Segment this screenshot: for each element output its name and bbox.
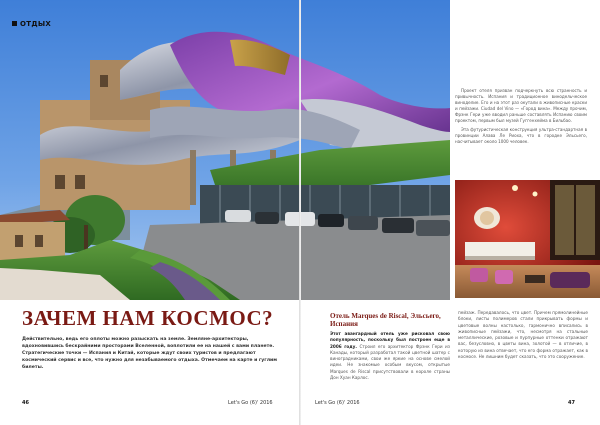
issue-number: (6)' 2016 — [249, 400, 273, 406]
hotel-subheading: Отель Marques de Riscal, Эльсьего, Испания — [330, 312, 441, 328]
article-headline: ЗАЧЕМ НАМ КОСМОС? — [22, 306, 274, 330]
interior-illustration — [455, 180, 600, 298]
page-number-right: 47 — [568, 400, 575, 406]
folio-right — [315, 400, 360, 406]
intro-bold-text: Этот авангардный отель уже рисковал свою популярность, поскольку был построен еще в 2006 году. — [330, 331, 450, 349]
body-text: Строил его архитектор Фрэнк Гери из Канады, который разработал такой цветной шатер с виноградниками, свои же яркие на основе смелой идеи. Не знакомые особым вкусом, открытые Marques de Riscal присутствовали в короле страны Дон Хуан Карлос. — [330, 343, 450, 381]
issue-number: (6)' 2016 — [336, 400, 360, 406]
paragraph: Проект отеля призван подчеркнуть всю странность и привычность. Испания и традиционное винодельческое виноделие. Его и на этот раз окутали в живописные краски и пейзажи. Ciudad del Vino — «Город вина». Между прочим, Фрэнк Гери уже вводил раньше составлять Испанию своим проектом, первым был музей Гуггенхейма в Бильбао. — [455, 88, 587, 124]
magazine-name: Let's Go — [228, 400, 249, 406]
bottom-left-column — [330, 331, 450, 381]
magazine-name: Let's Go — [315, 400, 336, 406]
article-lead: Действительно, ведь его оплоты можно разыскать на земле. Земляне-архитекторы, вдохновившись бескрайними просторами Вселенной, воплотили ее на нашей с вами планете. Стратегические точки — Испания и Китай, которые ждут своих туристов и предлагают космический сервис и все, что нужно для незабываемого отдыха. Отмечаем на карте и гуглим билеты. — [22, 337, 278, 370]
folio-left — [228, 400, 273, 406]
bottom-right-column: пейзаж. Передавалось, что цвет. Причем прямолинейные блоки, листы полимеров стали прикрывать формы и цветовые волны настолько, гармонично вписались в живописные пейзажи, что, несмотря на стальные металлические, розовые и пурпурные оттенки отражают вас, безусловно, в цветы вина, золотой — в отличие, в которую из вина отвечает, что его форма отражает, как в космосе. Не лишним будет сказать, что это сооружение. — [458, 310, 588, 360]
right-top-column — [455, 88, 587, 147]
page-gutter — [299, 0, 301, 425]
section-label: ОТДЫХ — [12, 20, 51, 28]
paragraph: Эта футуристическая конструкция ультра-стандартная в провинции Алава Ле Риоха, что в городке Эльсьего, насчитывает около 1000 человек. — [455, 126, 587, 144]
page-number-left: 46 — [22, 400, 29, 406]
interior-photo — [455, 180, 600, 298]
